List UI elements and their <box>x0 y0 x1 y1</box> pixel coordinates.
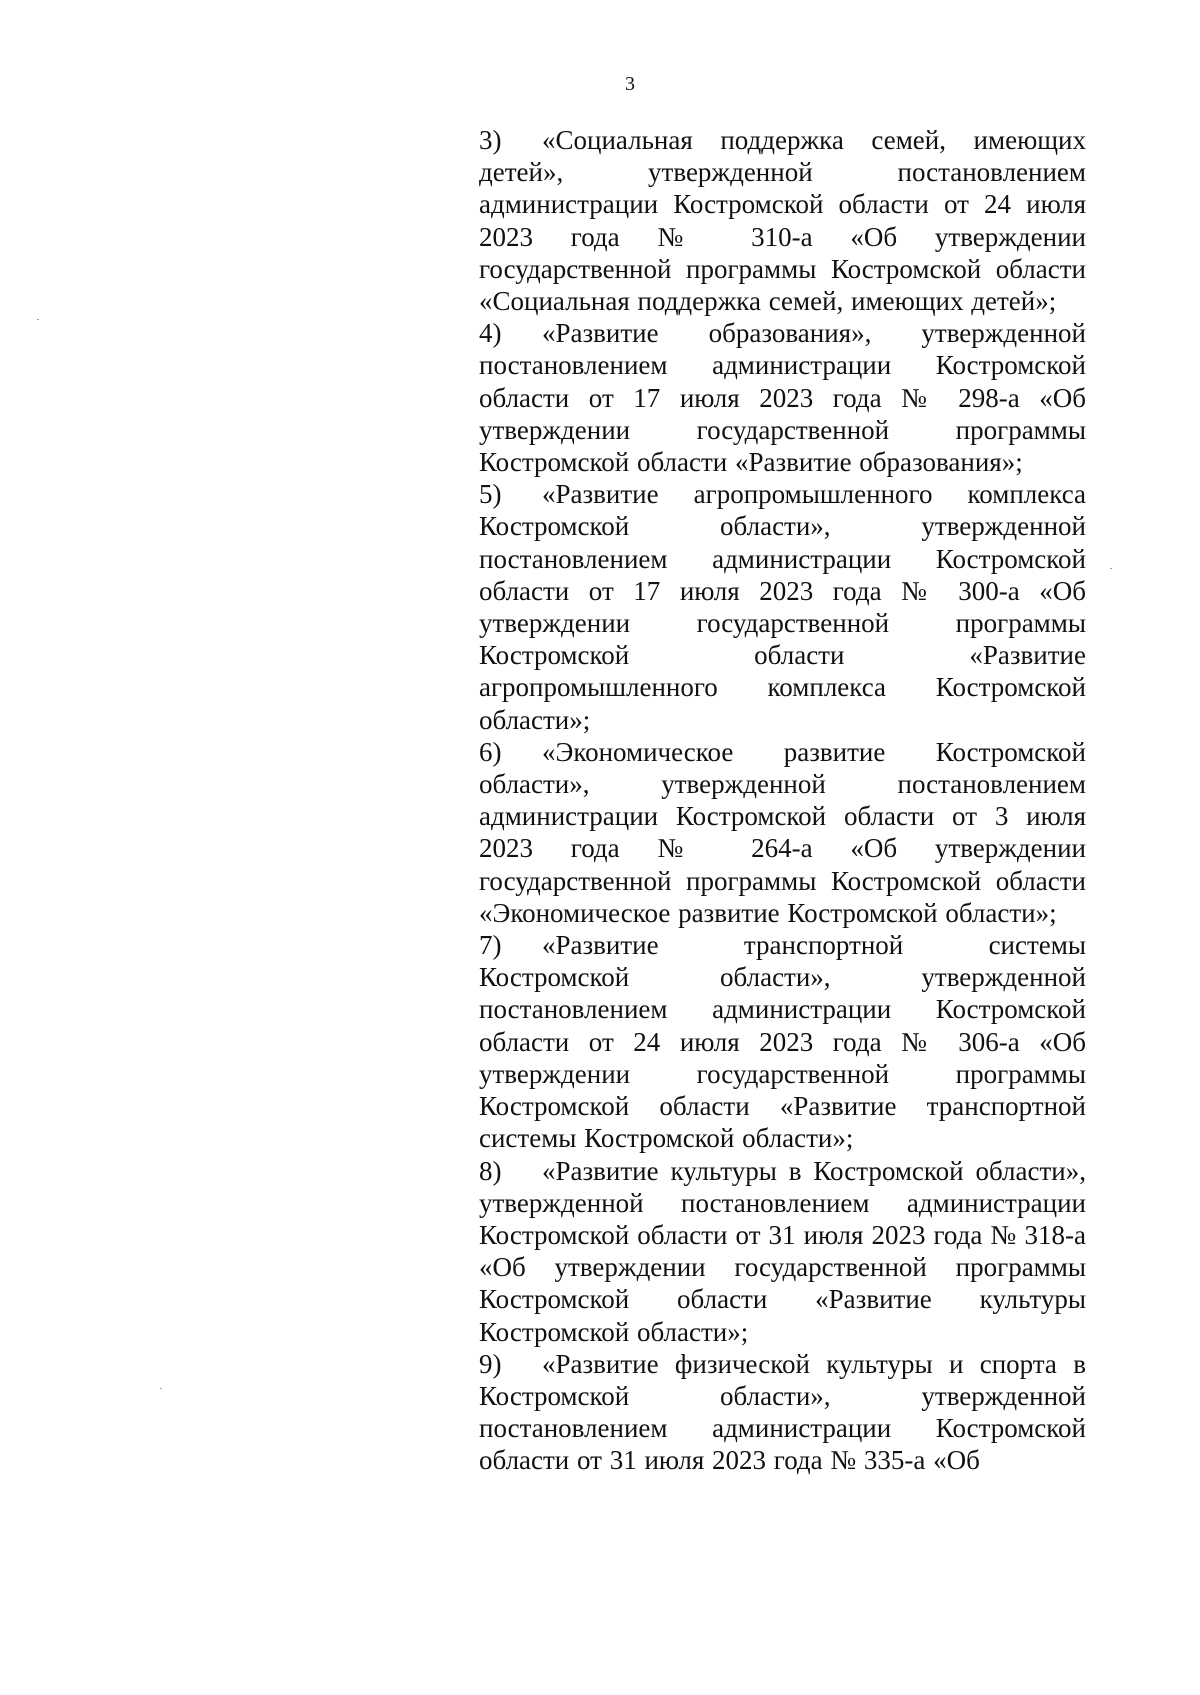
item-text: «Развитие образования», утвержденной постановлением администрации Костромской области от 17 июля 2023 года № 298-а «Об утверждении государственной программы Костромской области «Развитие образования»; <box>479 318 1086 478</box>
item-number: 3) <box>479 125 502 155</box>
item-text: «Развитие культуры в Костромской области», утвержденной постановлением администрации Костромской области от 31 июля 2023 года № 318-а «Об утверждении государственной программы Костромской области «Развитие культуры Костромской области»; <box>479 1155 1086 1347</box>
item-number: 8) <box>479 1155 502 1186</box>
item-number: 5) <box>479 479 502 510</box>
item-text: «Развитие агропромышленного комплекса Костромской области», утвержденной постановлением администрации Костромской области от 17 июля 2023 года № 300-а «Об утверждении государственной программы Костромской области «Развитие агропромышленного комплекса Костромской области»; <box>479 479 1086 735</box>
list-item-8 <box>479 1155 1086 1348</box>
scan-speck <box>160 1388 162 1389</box>
list-item-9 <box>479 1348 1086 1477</box>
list-item-3 <box>479 124 1086 317</box>
item-text: «Экономическое развитие Костромской области», утвержденной постановлением администрации Костромской области от 3 июля 2023 года № 264-а «Об утверждении государственной программы Костромской области «Экономическое развитие Костромской области»; <box>479 736 1086 928</box>
item-number: 6) <box>479 736 502 767</box>
item-number: 9) <box>479 1348 502 1379</box>
scan-speck <box>37 319 39 320</box>
item-number: 4) <box>479 318 502 349</box>
page-number: 3 <box>625 73 635 95</box>
item-text: «Развитие физической культуры и спорта в Костромской области», утвержденной постановлением администрации Костромской области от 31 июля 2023 года № 335-а «Об <box>479 1348 1086 1476</box>
item-text: «Социальная поддержка семей, имеющих детей», утвержденной постановлением администрации Костромской области от 24 июля 2023 года № 310-а «Об утверждении государственной программы Костромской области «Социальная поддержка семей, имеющих детей»; <box>479 125 1086 317</box>
list-item-5 <box>479 478 1086 736</box>
item-text: «Развитие транспортной системы Костромской области», утвержденной постановлением администрации Костромской области от 24 июля 2023 года № 306-а «Об утверждении государственной программы Костромской области «Развитие транспортной системы Костромской области»; <box>479 930 1086 1154</box>
scan-speck <box>1110 568 1112 569</box>
list-item-6 <box>479 736 1086 929</box>
list-item-7 <box>479 929 1086 1154</box>
list-item-4 <box>479 317 1086 478</box>
program-list <box>479 124 1086 1477</box>
item-number: 7) <box>479 930 502 961</box>
